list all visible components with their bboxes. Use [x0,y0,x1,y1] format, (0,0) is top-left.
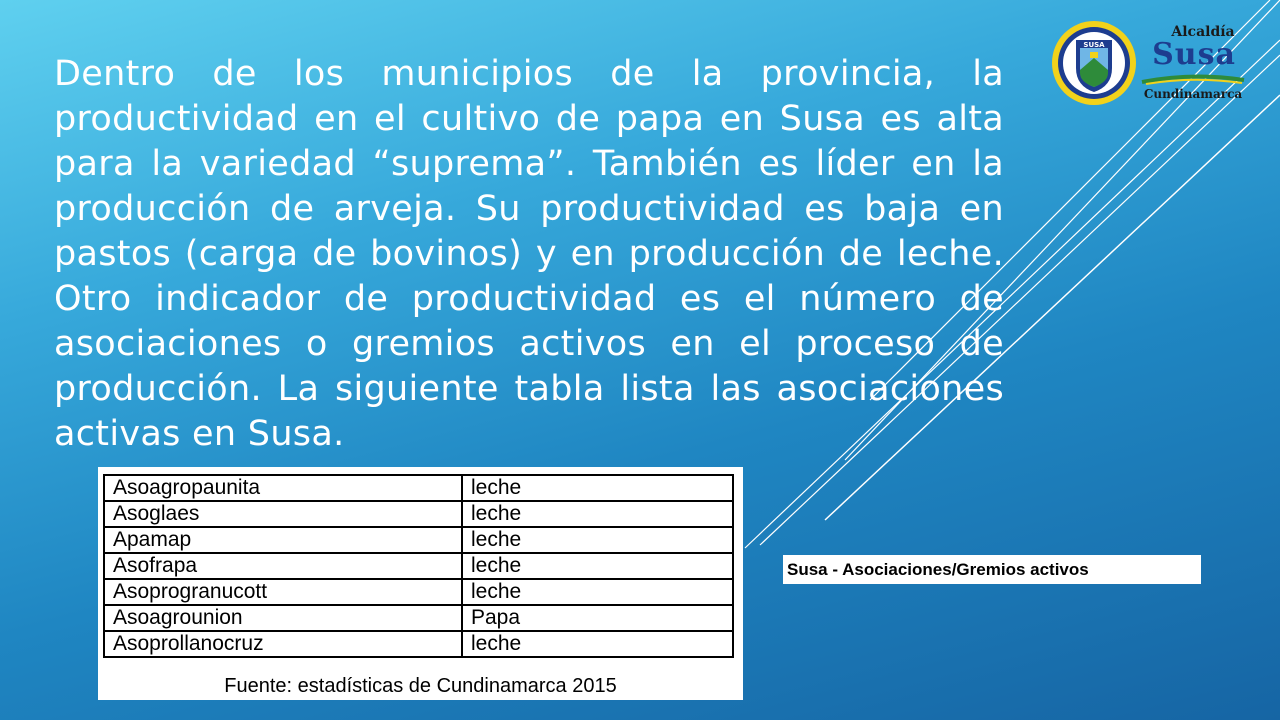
table-row [104,553,733,579]
association-name-cell: Asoagrounion [104,605,462,631]
table-row [104,579,733,605]
shield-emblem-icon [1050,18,1142,108]
association-product-cell: leche [462,631,733,657]
associations-table [103,474,734,658]
association-product-cell: leche [462,553,733,579]
association-name-cell: Asoprollanocruz [104,631,462,657]
alcaldia-susa-logo [1050,18,1250,108]
association-product-cell: leche [462,579,733,605]
association-product-cell: leche [462,475,733,501]
association-product-cell: Papa [462,605,733,631]
association-name-cell: Asoprogranucott [104,579,462,605]
logo-swoosh-icon [1138,72,1248,86]
table-caption: Susa - Asociaciones/Gremios activos [783,555,1201,584]
association-product-cell: leche [462,527,733,553]
table-row [104,631,733,657]
main-paragraph: Dentro de los municipios de la provincia, la productividad en el cultivo de papa en Susa es alta para la variedad “suprema”. También es líder en la producción de arveja. Su productividad es baja en pastos (carga de bovinos) y en producción de leche. Otro indicador de productividad es el número de asociaciones o gremios activos en el proceso de producción. La siguiente tabla lista las asociaciones activas en Susa. [54,54,1004,454]
association-name-cell: Asoglaes [104,501,462,527]
shield-text: SUSA [1083,41,1105,49]
table-row [104,605,733,631]
table-row [104,501,733,527]
association-product-cell: leche [462,501,733,527]
association-name-cell: Asofrapa [104,553,462,579]
logo-alcaldia-text: Alcaldía [1171,24,1235,40]
associations-table-image [98,467,743,700]
association-name-cell: Apamap [104,527,462,553]
logo-cundinamarca-text: Cundinamarca [1143,87,1243,101]
table-row [104,475,733,501]
association-name-cell: Asoagropaunita [104,475,462,501]
logo-susa-text: Susa [1152,37,1236,72]
table-row [104,527,733,553]
table-source: Fuente: estadísticas de Cundinamarca 2015 [224,675,617,697]
